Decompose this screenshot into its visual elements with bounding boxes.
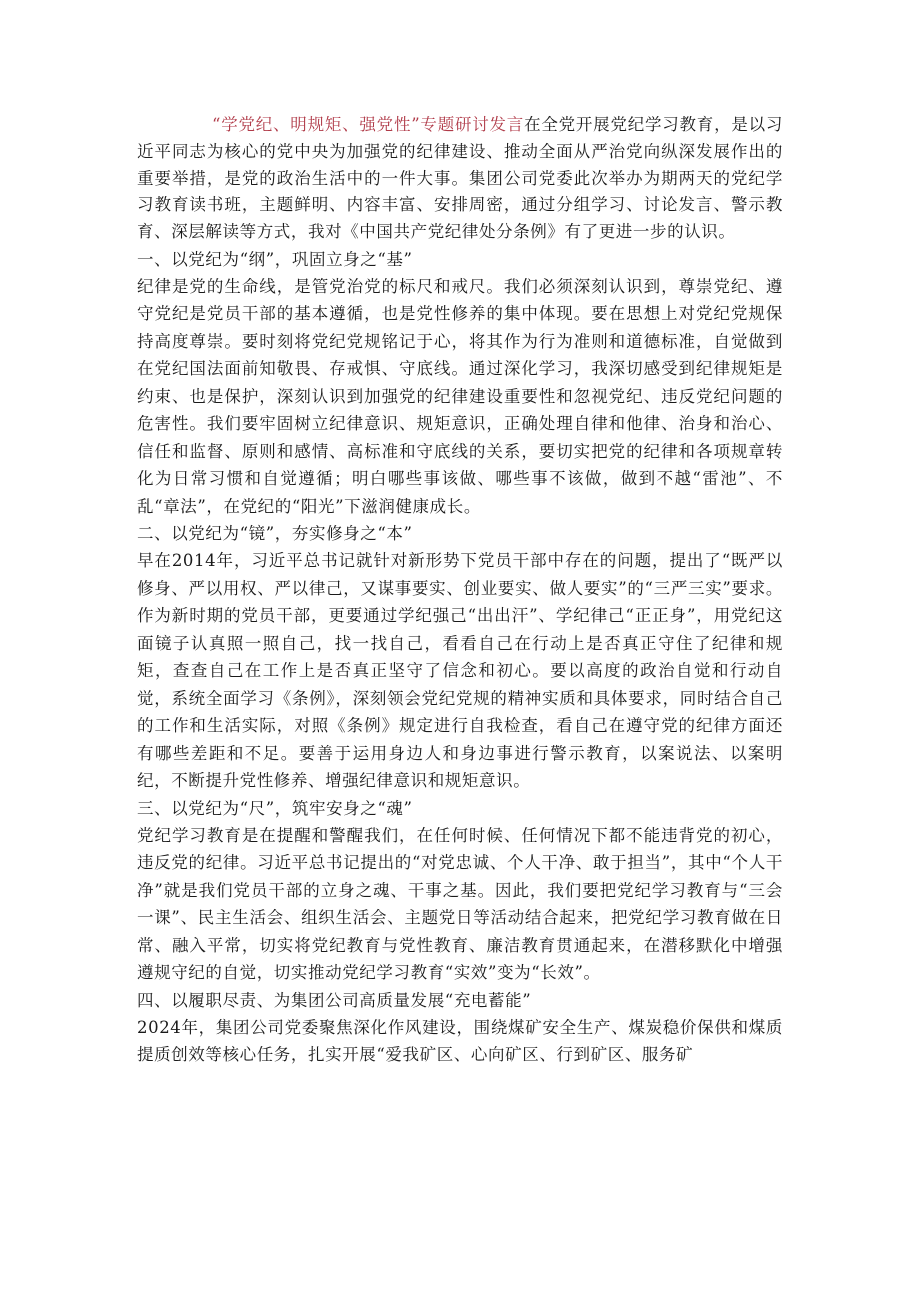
section-1-heading: 一、以党纪为“纲”，巩固立身之“基” [137,249,413,269]
intro-paragraph [137,112,783,246]
document-title: “学党纪、明规矩、强党性”专题研讨发言 [212,115,525,134]
section-3-heading: 三、以党纪为“尺”，筑牢安身之“魂” [137,798,413,818]
section-4-body: 2024年，集团公司党委聚焦深化作风建设，围绕煤矿安全生产、煤炭稳价保供和煤质提质创效等核心任务，扎实开展“爱我矿区、心向矿区、行到矿区、服务矿 [137,1017,783,1065]
section-1-body: 纪律是党的生命线，是管党治党的标尺和戒尺。我们必须深刻认识到，尊崇党纪、遵守党纪是党员干部的基本遵循，也是党性修养的集中体现。要在思想上对党纪党规保持高度尊崇。要时刻将党纪党规铭记于心，将其作为行为准则和道德标准，自觉做到在党纪国法面前知敬畏、存戒惧、守底线。通过深化学习，我深切感受到纪律规矩是约束、也是保护，深刻认识到加强党的纪律建设重要性和忽视党纪、违反党纪问题的危害性。我们要牢固树立纪律意识、规矩意识，正确处理自律和他律、治身和治心、信任和监督、原则和感情、高标准和守底线的关系，要切实把党的纪律和各项规章转化为日常习惯和自觉遵循；明白哪些事该做、哪些事不该做，做到不越“雷池”、不乱“章法”，在党纪的“阳光”下滋润健康成长。 [137,276,783,516]
section-4-heading: 四、以履职尽责、为集团公司高质量发展“充电蓄能” [137,990,532,1010]
intro-text: 在全党开展党纪学习教育，是以习近平同志为核心的党中央为加强党的纪律建设、推动全面从严治党向纵深发展作出的重要举措，是党的政治生活中的一件大事。集团公司党委此次举办为期两天的党纪学习教育读书班，主题鲜明、内容丰富、安排周密，通过分组学习、讨论发言、警示教育、深层解读等方式，我对《中国共产党纪律处分条例》有了更进一步的认识。 [137,115,784,242]
section-2-body: 早在2014年，习近平总书记就针对新形势下党员干部中存在的问题，提出了“既严以修身、严以用权、严以律己，又谋事要实、创业要实、做人要实”的“三严三实”要求。作为新时期的党员干部，更要通过学纪强己“出出汗”、学纪律己“正正身”，用党纪这面镜子认真照一照自己，找一找自己，看看自己在行动上是否真正守住了纪律和规矩，查查自己在工作上是否真正坚守了信念和初心。要以高度的政治自觉和行动自觉，系统全面学习《条例》，深刻领会党纪党规的精神实质和具体要求，同时结合自己的工作和生活实际，对照《条例》规定进行自我检查，看自己在遵守党的纪律方面还有哪些差距和不足。要善于运用身边人和身边事进行警示教育，以案说法、以案明纪，不断提升党性修养、增强纪律意识和规矩意识。 [137,551,783,791]
document-page [137,112,783,1069]
section-2-heading: 二、以党纪为“镜”，夯实修身之“本” [137,524,413,544]
section-3-body: 党纪学习教育是在提醒和警醒我们，在任何时候、任何情况下都不能违背党的初心，违反党的纪律。习近平总书记提出的“对党忠诚、个人干净、敢于担当”，其中“个人干净”就是我们党员干部的立身之魂、干事之基。因此，我们要把党纪学习教育与“三会一课”、民主生活会、组织生活会、主题党日等活动结合起来，把党纪学习教育做在日常、融入平常，切实将党纪教育与党性教育、廉洁教育贯通起来，在潜移默化中增强遵规守纪的自觉，切实推动党纪学习教育“实效”变为“长效”。 [137,825,783,983]
